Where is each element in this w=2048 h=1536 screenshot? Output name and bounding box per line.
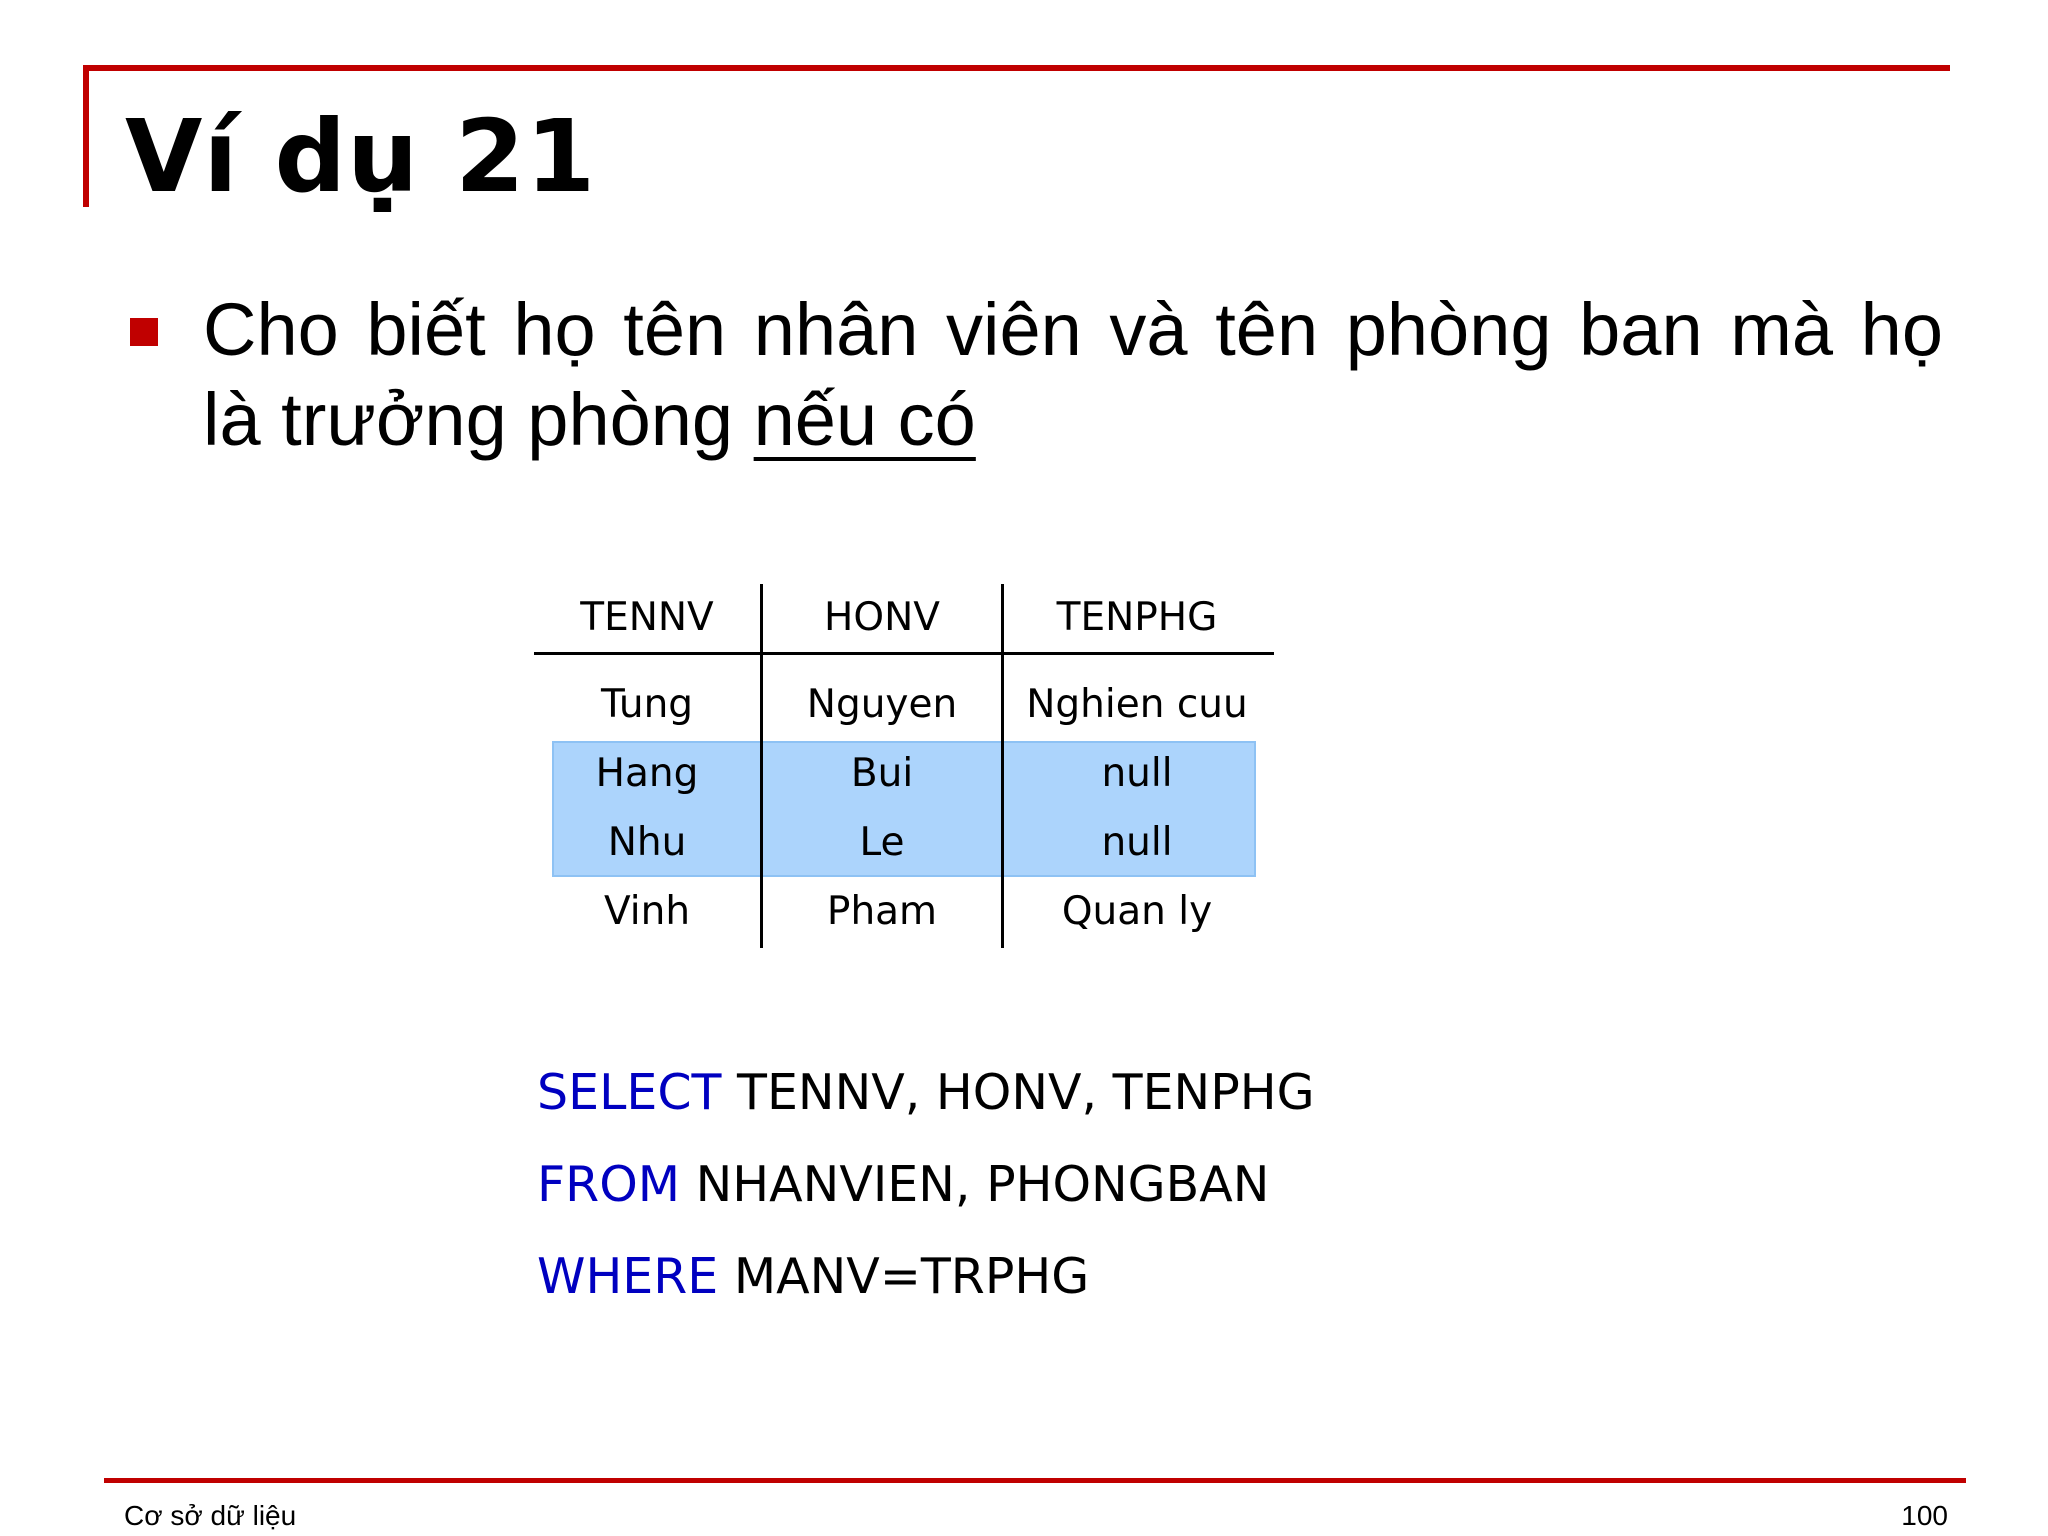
sql-keyword: SELECT xyxy=(537,1064,722,1121)
result-table xyxy=(534,584,1274,948)
footer-page-number: 100 xyxy=(1901,1500,1948,1531)
footer-accent-rule xyxy=(104,1478,1966,1483)
bullet-text-main: Cho biết họ tên nhân viên và tên phòng ban mà họ là trưởng phòng xyxy=(203,288,1943,461)
slide-title: Ví dụ 21 xyxy=(125,98,597,215)
bullet-text xyxy=(203,285,1943,465)
sql-keyword: FROM xyxy=(537,1156,681,1213)
column-header: HONV xyxy=(824,595,940,640)
sql-query xyxy=(537,1060,1315,1336)
sql-line-where xyxy=(537,1244,1315,1336)
sql-line-select xyxy=(537,1060,1315,1152)
sql-line-from xyxy=(537,1152,1315,1244)
table-cell: Tung xyxy=(600,682,694,727)
column-header: TENPHG xyxy=(1056,595,1218,640)
left-accent-rule xyxy=(83,65,89,207)
table-cell: Quan ly xyxy=(1061,889,1213,934)
table-cell: null xyxy=(1101,751,1173,796)
table-cell: Nhu xyxy=(607,820,687,865)
bullet-text-emphasis: nếu có xyxy=(753,378,976,461)
table-cell: Pham xyxy=(826,889,938,934)
table-cell: Le xyxy=(859,820,905,865)
sql-clause: NHANVIEN, PHONGBAN xyxy=(680,1156,1270,1213)
table-cell: Bui xyxy=(850,751,914,796)
table-cell: null xyxy=(1101,820,1173,865)
table-cell: Vinh xyxy=(603,889,691,934)
header-divider xyxy=(534,652,1274,655)
footer-course-name: Cơ sở dữ liệu xyxy=(124,1500,297,1531)
sql-clause: TENNV, HONV, TENPHG xyxy=(721,1064,1315,1121)
table-cell: Nghien cuu xyxy=(1026,682,1248,727)
top-accent-rule xyxy=(83,65,1950,71)
sql-keyword: WHERE xyxy=(537,1248,719,1305)
table-cell: Nguyen xyxy=(806,682,958,727)
sql-clause: MANV=TRPHG xyxy=(718,1248,1090,1305)
square-bullet-icon xyxy=(130,318,158,346)
table-cell: Hang xyxy=(595,751,699,796)
column-header: TENNV xyxy=(580,595,714,640)
